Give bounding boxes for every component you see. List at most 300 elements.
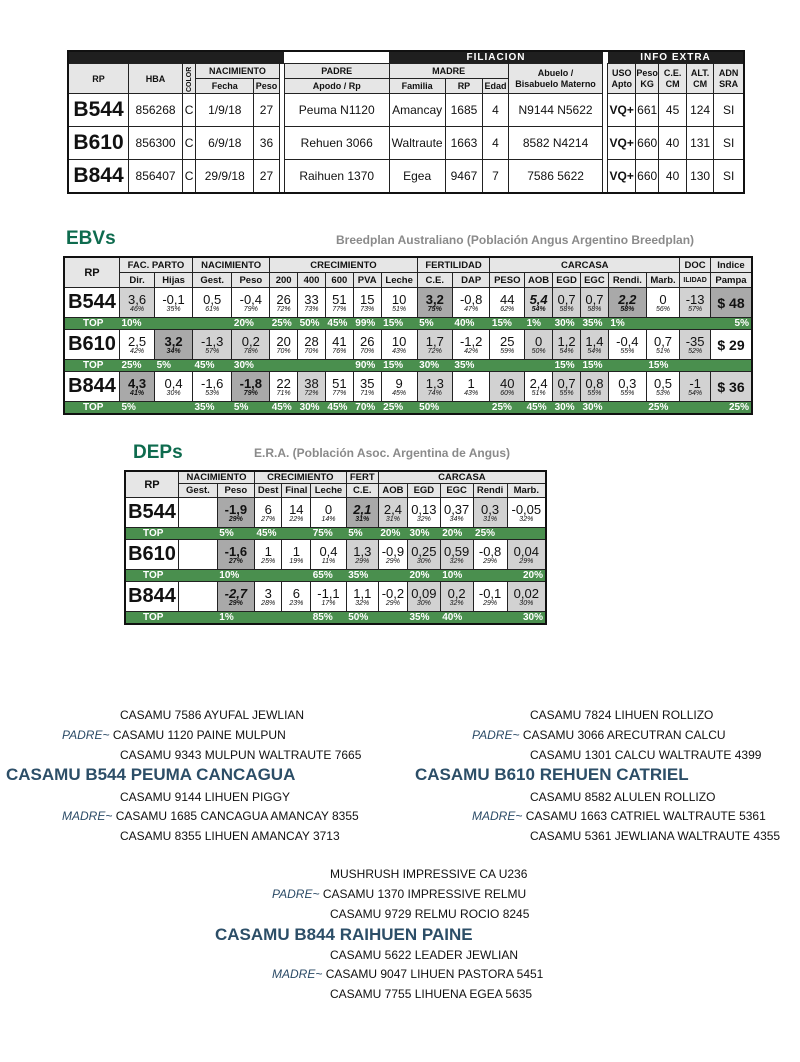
top-percent: 1%	[608, 318, 646, 330]
value-cell	[608, 288, 646, 318]
top-percent: 30%	[553, 318, 581, 330]
accuracy-value: 29%	[228, 599, 243, 607]
top-percent: 30%	[507, 612, 546, 625]
pedigree-line: PADRE~ CASAMU 1120 PAINE MULPUN	[62, 728, 286, 742]
value-cell	[417, 330, 452, 360]
pedigree-line: CASAMU 5622 LEADER JEWLIAN	[330, 948, 519, 962]
adn-cell: SI	[714, 127, 744, 160]
uso-cell: VQ+	[608, 127, 635, 160]
dep-value: -0,05	[511, 501, 542, 517]
value-cell	[553, 288, 581, 318]
top-percent: 45%	[525, 402, 553, 415]
value-cell	[311, 498, 346, 528]
top-percent: 10%	[120, 318, 155, 330]
top-percent	[608, 360, 646, 372]
accuracy-value: 47%	[464, 305, 479, 313]
accuracy-value: 14%	[321, 515, 336, 523]
peso-cell: 27	[254, 160, 279, 194]
accuracy-value: 30%	[519, 599, 534, 607]
dep-value: 0,02	[513, 585, 539, 601]
col-peso: Peso	[254, 79, 279, 94]
top-label: TOP	[64, 360, 120, 372]
col-egc: EGC	[580, 273, 608, 288]
group-carcasa: CARCASA	[378, 471, 546, 484]
col-adn: ADN SRA	[714, 64, 744, 94]
accuracy-value: 59%	[500, 347, 515, 355]
top-percent	[378, 612, 407, 625]
ebv-value: 2,5	[128, 333, 147, 349]
top-percent: 5%	[120, 402, 155, 415]
ebv-value: 1,4	[585, 333, 604, 349]
value-cell	[120, 288, 155, 318]
rp-cell: B844	[68, 160, 129, 194]
dep-value: 6	[292, 585, 300, 601]
ce-cell: 40	[659, 127, 686, 160]
accuracy-value: 31%	[385, 515, 400, 523]
value-cell	[680, 372, 711, 402]
dep-value: 1,3	[353, 543, 372, 559]
ebv-value: 1,7	[425, 333, 444, 349]
madre-rp-cell: 9467	[445, 160, 483, 194]
top-percent	[254, 612, 281, 625]
top-percent: 30%	[232, 360, 270, 372]
top-percent: 45%	[325, 318, 353, 330]
hba-cell: 856407	[129, 160, 183, 194]
header-blank	[68, 51, 284, 64]
rp-cell: B544	[68, 94, 129, 127]
accuracy-value: 72%	[427, 347, 442, 355]
table-row	[68, 160, 744, 194]
ebv-value: 3,2	[425, 291, 444, 307]
top-percent: 30%	[553, 402, 581, 415]
value-cell	[346, 582, 378, 612]
rp-cell: B544	[125, 498, 179, 528]
value-cell	[452, 330, 490, 360]
pedigree-line: MUSHRUSH IMPRESSIVE CA U236	[330, 867, 528, 881]
top-percent	[473, 612, 507, 625]
col-dap: DAP	[452, 273, 490, 288]
top-percent: 1%	[525, 318, 553, 330]
animal-name: CASAMU B610 REHUEN CATRIEL	[415, 765, 689, 784]
value-cell	[311, 582, 346, 612]
top-percent: 50%	[346, 612, 378, 625]
pedigree-line: CASAMU 9729 RELMU ROCIO 8245	[330, 907, 530, 921]
top-percent: 99%	[353, 318, 381, 330]
top-percent: 35%	[407, 612, 440, 625]
dep-value: 1,1	[353, 585, 372, 601]
accuracy-value: 25%	[261, 557, 276, 565]
edad-cell: 4	[483, 127, 508, 160]
top-percent	[507, 528, 546, 540]
col-final: Final	[282, 484, 311, 498]
accuracy-value: 70%	[360, 347, 375, 355]
ebv-value: -1	[689, 375, 701, 391]
col-200: 200	[270, 273, 298, 288]
ebv-value: -0,4	[239, 291, 263, 307]
value-cell	[417, 288, 452, 318]
value-cell	[155, 372, 193, 402]
accuracy-value: 31%	[355, 515, 370, 523]
value-cell	[120, 372, 155, 402]
accuracy-value: 32%	[449, 557, 464, 565]
ebv-value: 4,3	[128, 375, 147, 391]
ce-cell: 45	[659, 94, 686, 127]
value-cell	[282, 498, 311, 528]
top-percent	[282, 528, 311, 540]
value-cell	[381, 288, 417, 318]
col-dir: Dir.	[120, 273, 155, 288]
indice-pampa-cell: $ 36	[711, 372, 753, 402]
ebv-value: 35	[359, 375, 375, 391]
group-crecimiento: CRECIMIENTO	[270, 257, 417, 273]
value-cell	[553, 330, 581, 360]
dep-value: 0,4	[319, 543, 338, 559]
accuracy-value: 79%	[243, 389, 258, 397]
ebv-value: 33	[304, 291, 319, 307]
hba-cell: 856300	[129, 127, 183, 160]
ebv-value: 0,8	[585, 375, 604, 391]
dep-subtitle: E.R.A. (Población Asoc. Argentina de Angus)	[254, 446, 511, 460]
dep-value: -1,1	[317, 585, 340, 601]
top-row	[125, 528, 546, 540]
value-cell	[452, 288, 490, 318]
accuracy-value: 22%	[289, 515, 304, 523]
value-cell	[232, 288, 270, 318]
dep-value: -0,2	[381, 585, 405, 601]
col-madre: MADRE	[389, 64, 508, 79]
col-abuelo: Abuelo / Bisabuelo Materno	[508, 64, 603, 94]
top-percent: 30%	[298, 402, 326, 415]
dep-body	[125, 498, 546, 625]
accuracy-value: 50%	[531, 347, 546, 355]
ebv-value: -1,2	[459, 333, 483, 349]
col-egc: EGC	[440, 484, 473, 498]
pedigree-line: CASAMU 9343 MULPUN WALTRAUTE 7665	[120, 748, 362, 762]
dep-title: DEPs	[133, 442, 183, 463]
accuracy-value: 54%	[688, 389, 703, 397]
ebv-value: 0,2	[241, 333, 260, 349]
ebv-value: -1,6	[201, 375, 224, 391]
rp-cell: B610	[64, 330, 120, 360]
dep-value: -0,1	[478, 585, 502, 601]
value-cell	[417, 372, 452, 402]
top-percent	[325, 360, 353, 372]
alt-cell: 124	[686, 94, 713, 127]
top-percent: 50%	[298, 318, 326, 330]
top-percent	[473, 570, 507, 582]
dep-value: -0,8	[478, 543, 502, 559]
top-percent: 25%	[270, 318, 298, 330]
dep-value: 1	[292, 543, 300, 559]
dep-value: 0,59	[443, 543, 470, 559]
accuracy-value: 55%	[587, 389, 602, 397]
top-percent	[680, 402, 711, 415]
pedigree-line: CASAMU 9144 LIHUEN PIGGY	[120, 790, 291, 804]
filiacion-header: FILIACION	[389, 51, 603, 64]
rp-cell: B610	[125, 540, 179, 570]
accuracy-value: 51%	[392, 305, 407, 313]
col-400: 400	[298, 273, 326, 288]
col-pva: PVA	[353, 273, 381, 288]
accuracy-value: 77%	[332, 389, 347, 397]
uso-cell: VQ+	[608, 94, 635, 127]
accuracy-value: 42%	[464, 347, 479, 355]
top-percent: 25%	[646, 402, 679, 415]
dep-value: 0,13	[411, 501, 437, 517]
accuracy-value: 29%	[519, 557, 534, 565]
value-cell	[270, 288, 298, 318]
kg-cell: 661	[635, 94, 658, 127]
accuracy-value: 27%	[261, 515, 276, 523]
group-fertilidad: FERTILIDAD	[417, 257, 490, 273]
value-cell	[440, 498, 473, 528]
top-percent	[179, 570, 218, 582]
top-percent: 5%	[155, 360, 193, 372]
table-row	[68, 94, 744, 127]
peso-cell: 36	[254, 127, 279, 160]
col-peso: Peso	[232, 273, 270, 288]
ebv-subtitle: Breedplan Australiano (Población Angus Argentino Breedplan)	[336, 233, 695, 247]
hba-cell: 856268	[129, 94, 183, 127]
accuracy-value: 55%	[620, 389, 635, 397]
accuracy-value: 45%	[392, 389, 407, 397]
top-percent: 35%	[346, 570, 378, 582]
ebv-value: -13	[685, 291, 705, 307]
value-cell	[440, 540, 473, 570]
top-percent	[179, 528, 218, 540]
col-fecha: Fecha	[196, 79, 254, 94]
top-percent	[155, 402, 193, 415]
ebv-value: 0,7	[585, 291, 604, 307]
top-percent: 25%	[473, 528, 507, 540]
col-edad: Edad	[483, 79, 508, 94]
col-ce: C.E.	[417, 273, 452, 288]
animal-name: CASAMU B844 RAIHUEN PAINE	[215, 925, 473, 944]
pedigree-line: CASAMU 1301 CALCU WALTRAUTE 4399	[530, 748, 762, 762]
accuracy-value: 32%	[355, 599, 370, 607]
fecha-cell: 1/9/18	[196, 94, 254, 127]
value-cell	[282, 540, 311, 570]
top-percent: 75%	[311, 528, 346, 540]
top-row	[125, 612, 546, 625]
indice-pampa-cell: $ 29	[711, 330, 753, 360]
group-doc: DOC	[680, 257, 711, 273]
accuracy-value: 51%	[656, 347, 671, 355]
accuracy-value: 43%	[392, 347, 407, 355]
value-cell	[325, 288, 353, 318]
accuracy-value: 54%	[531, 305, 546, 313]
padre-cell: Rehuen 3066	[284, 127, 389, 160]
top-percent	[680, 318, 711, 330]
accuracy-value: 23%	[289, 599, 304, 607]
uso-cell: VQ+	[608, 160, 635, 194]
top-percent: 20%	[507, 570, 546, 582]
dep-value: 0	[324, 501, 333, 517]
table-row	[68, 127, 744, 160]
accuracy-value: 54%	[587, 347, 602, 355]
ebv-value: -0,4	[616, 333, 639, 349]
familia-cell: Amancay	[389, 94, 445, 127]
group-indice: Indice	[711, 257, 753, 273]
top-percent	[282, 612, 311, 625]
ebv-value: 3,2	[164, 333, 183, 349]
value-cell	[646, 330, 679, 360]
top-percent	[179, 612, 218, 625]
rp-cell: B844	[125, 582, 179, 612]
accuracy-value: 70%	[276, 347, 291, 355]
ebv-value: 51	[332, 291, 347, 307]
col-alt: ALT. CM	[686, 64, 713, 94]
value-cell	[270, 330, 298, 360]
accuracy-value: 71%	[360, 389, 375, 397]
value-cell	[490, 372, 525, 402]
value-cell	[646, 372, 679, 402]
accuracy-value: 41%	[130, 389, 145, 397]
accuracy-value: 62%	[500, 305, 515, 313]
ebv-value: 22	[276, 375, 291, 391]
top-percent: 25%	[381, 402, 417, 415]
value-cell	[580, 372, 608, 402]
value-cell	[507, 498, 546, 528]
padre-cell: Raihuen 1370	[284, 160, 389, 194]
ebv-value: 5,4	[529, 291, 548, 307]
ebv-value: 0,7	[557, 375, 576, 391]
dep-value: 0,3	[481, 501, 500, 517]
value-cell	[232, 372, 270, 402]
top-percent: 85%	[311, 612, 346, 625]
value-cell	[155, 330, 193, 360]
accuracy-value: 30%	[416, 557, 431, 565]
accuracy-value: 60%	[500, 389, 515, 397]
top-percent	[270, 360, 298, 372]
top-percent: 5%	[346, 528, 378, 540]
value-cell	[525, 288, 553, 318]
top-row	[64, 360, 752, 372]
ebv-value: 25	[500, 333, 515, 349]
value-cell	[325, 330, 353, 360]
accuracy-value: 29%	[228, 515, 243, 523]
value-cell	[381, 330, 417, 360]
top-percent: 30%	[580, 402, 608, 415]
ebv-value: -1,3	[201, 333, 224, 349]
dep-value: 2,1	[353, 501, 372, 517]
accuracy-value: 42%	[130, 347, 145, 355]
pedigree-line: MADRE~ CASAMU 9047 LIHUEN PASTORA 5451	[272, 967, 544, 981]
pedigree-line: CASAMU 8582 ALULEN ROLLIZO	[530, 790, 716, 804]
pedigree-line: PADRE~ CASAMU 1370 IMPRESSIVE RELMU	[272, 887, 527, 901]
dep-value: 3	[264, 585, 272, 601]
accuracy-value: 27%	[228, 557, 243, 565]
table-row	[125, 582, 546, 612]
ebv-value: 0,5	[653, 375, 673, 391]
accuracy-value: 52%	[688, 347, 703, 355]
value-cell	[282, 582, 311, 612]
col-peso-kg: Peso KG	[635, 64, 658, 94]
value-cell	[580, 288, 608, 318]
accuracy-value: 78%	[243, 347, 258, 355]
value-cell	[407, 582, 440, 612]
animal-info-table	[67, 50, 745, 194]
pedigree-line: PADRE~ CASAMU 3066 ARECUTRAN CALCU	[472, 728, 726, 742]
col-leche: Leche	[311, 484, 346, 498]
top-percent: 35%	[580, 318, 608, 330]
accuracy-value: 73%	[304, 305, 319, 313]
accuracy-value: 43%	[464, 389, 479, 397]
accuracy-value: 29%	[385, 599, 400, 607]
accuracy-value: 74%	[427, 389, 442, 397]
col-hijas: Hijas	[155, 273, 193, 288]
accuracy-value: 75%	[427, 305, 442, 313]
top-percent	[298, 360, 326, 372]
dep-table	[124, 470, 547, 625]
col-rendi: Rendi.	[608, 273, 646, 288]
value-cell	[155, 288, 193, 318]
top-label: TOP	[64, 402, 120, 415]
value-cell	[311, 540, 346, 570]
accuracy-value: 55%	[559, 389, 574, 397]
accuracy-value: 46%	[130, 305, 145, 313]
col-hba: HBA	[129, 64, 183, 94]
dep-value: -1,9	[224, 501, 248, 517]
value-cell	[254, 582, 281, 612]
madre-rp-cell: 1685	[445, 94, 483, 127]
value-cell	[192, 372, 231, 402]
top-percent: 1%	[217, 612, 254, 625]
top-percent: 15%	[646, 360, 679, 372]
col-ce: C.E.	[346, 484, 378, 498]
accuracy-value: 32%	[449, 599, 464, 607]
value-cell	[298, 372, 326, 402]
table-row	[64, 330, 752, 360]
top-percent: 15%	[490, 318, 525, 330]
accuracy-value: 34%	[166, 347, 181, 355]
accuracy-value: 34%	[449, 515, 464, 523]
ebv-value: 0,7	[557, 291, 576, 307]
value-cell	[217, 582, 254, 612]
top-percent: 50%	[417, 402, 452, 415]
familia-cell: Egea	[389, 160, 445, 194]
col-ce: C.E. CM	[659, 64, 686, 94]
top-percent: 30%	[417, 360, 452, 372]
value-cell	[217, 498, 254, 528]
group-nacimiento: NACIMIENTO	[192, 257, 269, 273]
ebv-value: -0,1	[162, 291, 185, 307]
dep-value: 0,04	[513, 543, 539, 559]
ebv-value: 1,2	[557, 333, 576, 349]
top-percent: 45%	[192, 360, 231, 372]
group-carcasa: CARCASA	[490, 257, 680, 273]
top-percent: 5%	[417, 318, 452, 330]
top-label: TOP	[64, 318, 120, 330]
ebv-value: -0,8	[459, 291, 483, 307]
top-percent: 40%	[440, 612, 473, 625]
top-percent: 35%	[192, 402, 231, 415]
edad-cell: 4	[483, 94, 508, 127]
familia-cell: Waltraute	[389, 127, 445, 160]
top-percent: 10%	[440, 570, 473, 582]
ebv-value: 1	[467, 375, 475, 391]
accuracy-value: 35%	[166, 305, 181, 313]
indice-pampa-cell: $ 48	[711, 288, 753, 318]
accuracy-value: 29%	[483, 557, 498, 565]
col-familia: Familia	[389, 79, 445, 94]
top-percent	[452, 402, 490, 415]
value-cell	[378, 540, 407, 570]
abuelo-cell: 7586 5622	[508, 160, 603, 194]
value-cell	[325, 372, 353, 402]
col-rp: RP	[64, 257, 120, 288]
col-leche: Leche	[381, 273, 417, 288]
